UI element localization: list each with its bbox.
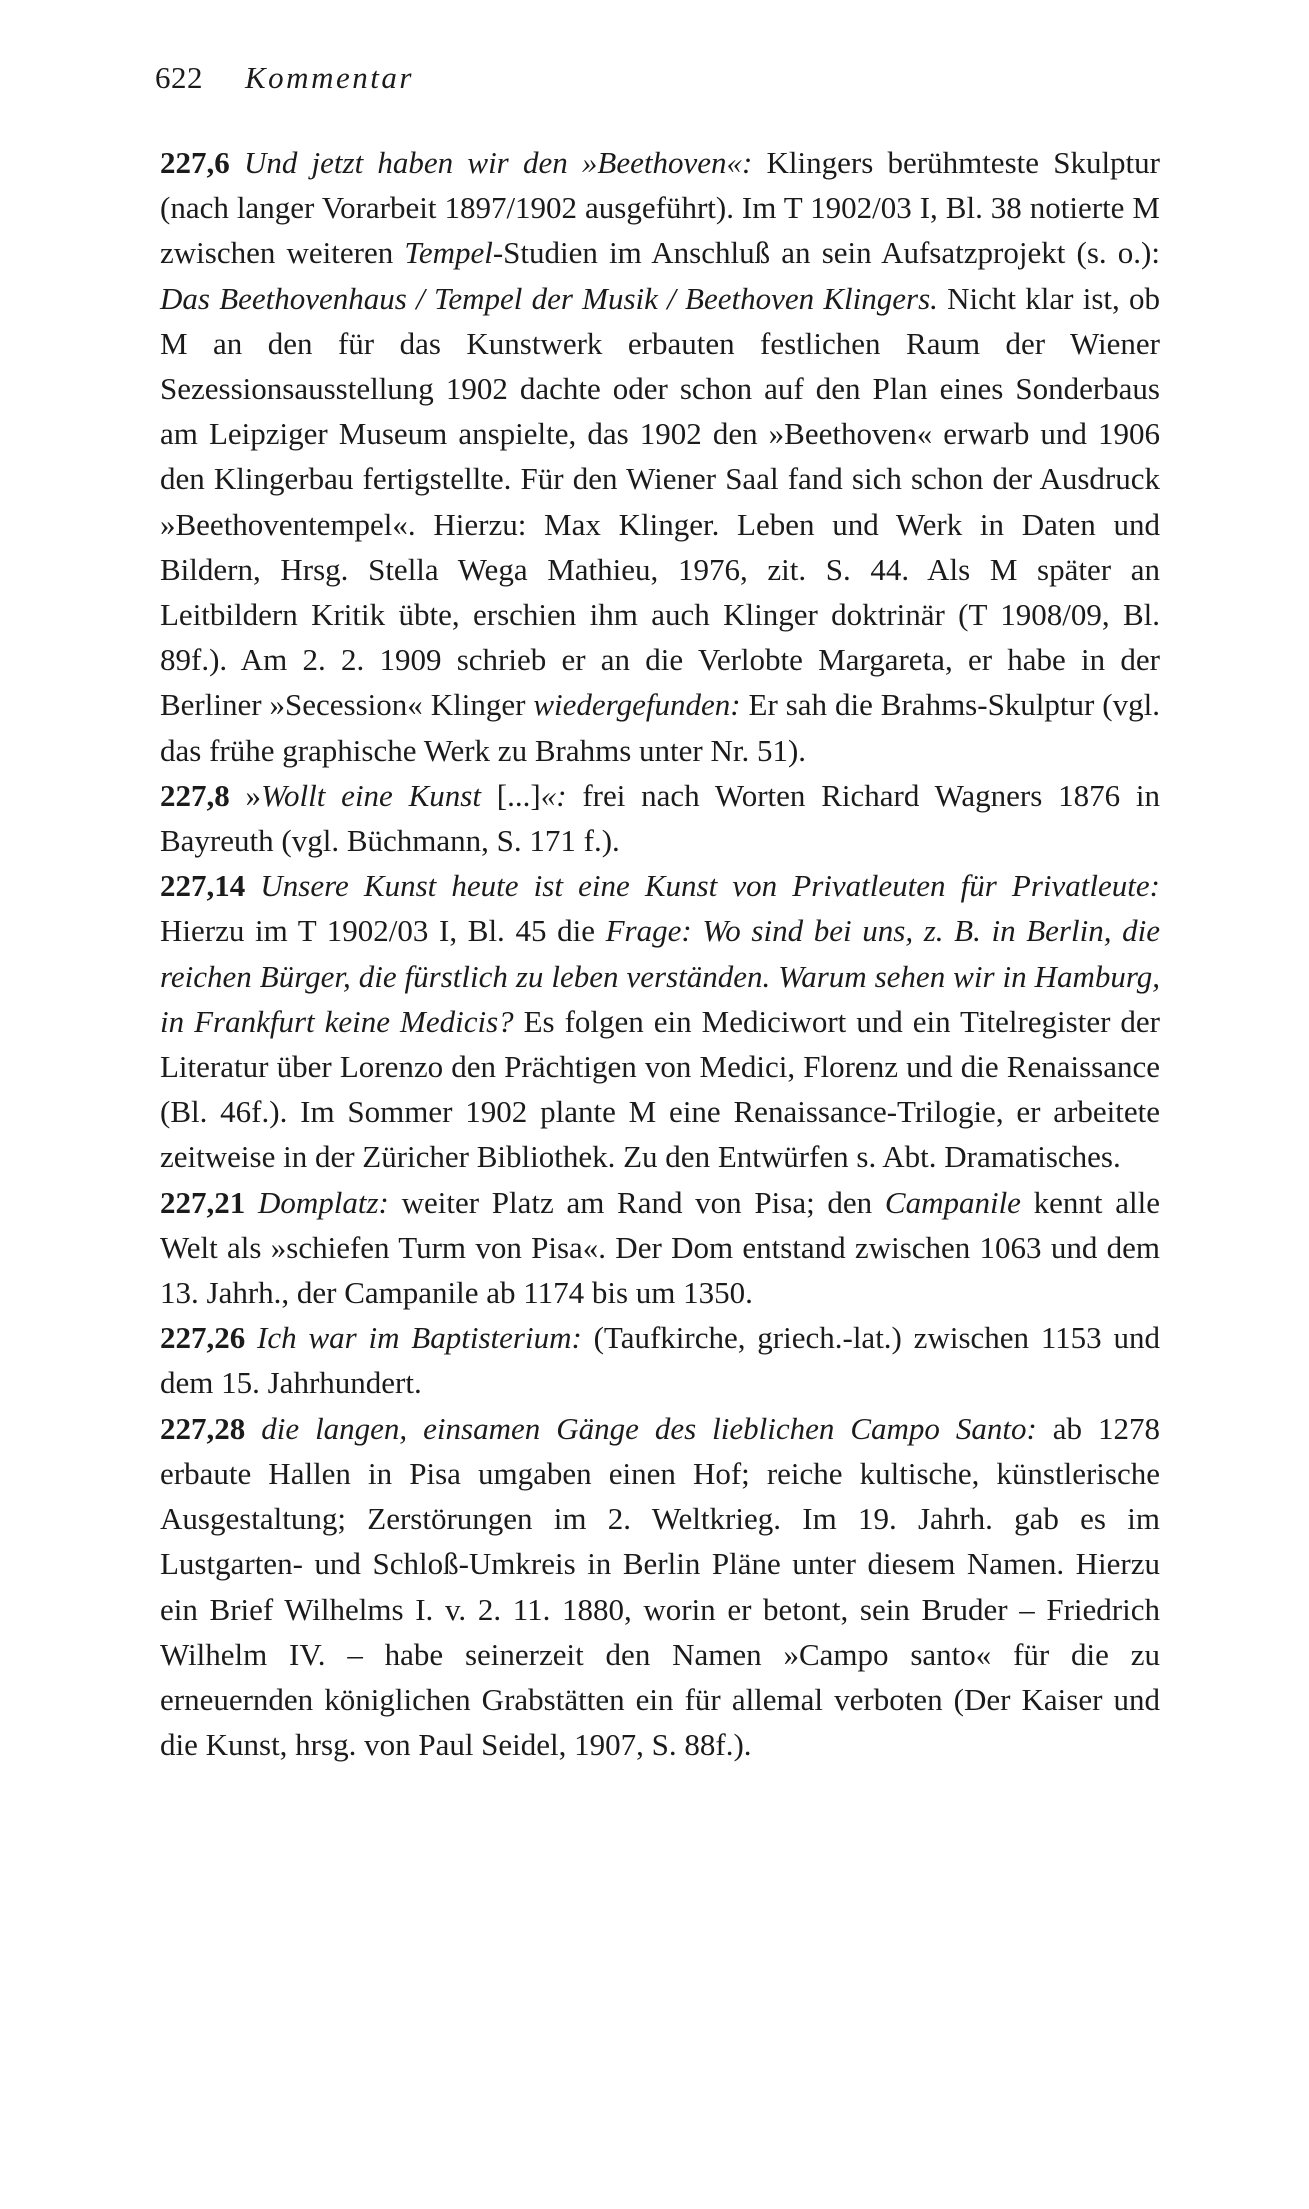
commentary-text: (Taufkirche, griech.-lat.) zwischen 1153 und dem 15. Jahrhundert.	[160, 1320, 1160, 1401]
line-reference: 227,28	[160, 1410, 246, 1446]
line-reference: 227,8	[160, 777, 230, 813]
page-number: 622	[155, 60, 203, 95]
commentary-text: Hierzu im T 1902/03 I, Bl. 45 die	[160, 913, 606, 949]
commentary-text: Er sah die Brahms-Skulptur (vgl. das frühe graphische Werk zu Brahms unter Nr. 51).	[160, 687, 1160, 768]
commentary-entry	[160, 1315, 1160, 1405]
commentary-body	[160, 140, 1160, 1767]
commentary-text: -Studien im Anschluß an sein Aufsatzprojekt (s. o.):	[492, 235, 1160, 271]
commentary-text: Klingers berühmteste Skulptur (nach langer Vorarbeit 1897/1902 ausgeführt). Im T 1902/03 I, Bl. 38 notierte M zwischen weiteren	[160, 145, 1160, 271]
lemma: Und jetzt haben wir den »Beethoven«:	[243, 145, 753, 180]
line-reference: 227,14	[160, 868, 246, 904]
commentary-entry	[160, 773, 1160, 863]
lemma: Ich war im Baptisterium:	[245, 1320, 582, 1356]
line-reference: 227,26	[160, 1320, 246, 1356]
commentary-text: kennt alle Welt als »schiefen Turm von Pisa«. Der Dom entstand zwischen 1063 und dem 13. Jahrh., der Campanile ab 1174 bis um 1350.	[160, 1184, 1161, 1311]
commentary-text: Es folgen ein Mediciwort und ein Titelregister der Literatur über Lorenzo den Prächtigen von Medici, Florenz und die Renaissance (Bl. 46f.). Im Sommer 1902 plante M eine Renaissance-Trilogie, er arbeitete zeitweise in der Züricher Bibliothek. Zu den Entwürfen s. Abt. Dramatisches.	[160, 1003, 1160, 1175]
commentary-entry	[160, 1180, 1160, 1316]
lemma: die langen, einsamen Gänge des lieblichen Campo Santo:	[245, 1410, 1037, 1446]
lemma: Unsere Kunst heute ist eine Kunst von Privatleuten für Privatleute:	[245, 868, 1160, 904]
commentary-text: Nicht klar ist, ob M an den für das Kunstwerk erbauten festlichen Raum der Wiener Sezessionsausstellung 1902 dachte oder schon auf den Plan eines Sonderbaus am Leipziger Museum anspielte, das 1902 den »Beethoven« erwarb und 1906 den Klingerbau fertigstellte. Für den Wiener Saal fand sich schon der Ausdruck »Beethoventempel«. Hierzu: Max Klinger. Leben und Werk in Daten und Bildern, Hrsg. Stella Wega Mathieu, 1976, zit. S. 44. Als M später an Leitbildern Kritik übte, erschien ihm auch Klinger doktrinär (T 1908/09, Bl. 89f.). Am 2. 2. 1909 schrieb er an die Verlobte Margareta, er habe in der Berliner »Secession« Klinger	[160, 280, 1161, 723]
lemma: Wollt eine Kunst	[261, 777, 481, 813]
commentary-text: [...]	[480, 777, 541, 813]
commentary-entry	[160, 1406, 1160, 1768]
emphasis: wiedergefunden:	[533, 687, 741, 723]
emphasis: Tempel	[404, 235, 493, 271]
emphasis: Campanile	[884, 1184, 1021, 1220]
line-reference: 227,21	[160, 1184, 246, 1220]
quoted-title: Das Beethovenhaus / Tempel der Musik / Beethoven Klingers.	[160, 280, 938, 316]
running-head	[155, 60, 414, 96]
commentary-text: »	[229, 777, 262, 813]
commentary-text: ab 1278 erbaute Hallen in Pisa umgaben einen Hof; reiche kultische, künstlerische Ausgestaltung; Zerstörungen im 2. Weltkrieg. Im 19. Jahrh. gab es im Lustgarten- und Schloß-Umkreis in Berlin Pläne unter diesem Namen. Hierzu ein Brief Wilhelms I. v. 2. 11. 1880, worin er betont, sein Bruder – Friedrich Wilhelm IV. – habe seinerzeit den Namen »Campo santo« für die zu erneuernden königlichen Grabstätten ein für allemal verboten (Der Kaiser und die Kunst, hrsg. von Paul Seidel, 1907, S. 88f.).	[160, 1410, 1160, 1763]
commentary-text: frei nach Worten Richard Wagners 1876 in Bayreuth (vgl. Büchmann, S. 171 f.).	[160, 777, 1160, 859]
commentary-text: weiter Platz am Rand von Pisa; den	[388, 1184, 885, 1220]
commentary-entry	[160, 863, 1160, 1179]
lemma: «:	[540, 777, 567, 813]
section-title: Kommentar	[245, 60, 414, 95]
lemma: Domplatz:	[245, 1184, 389, 1220]
quotation: Frage: Wo sind bei uns, z. B. in Berlin, die reichen Bürger, die fürstlich zu leben verständen. Warum sehen wir in Hamburg, in Frankfurt keine Medicis?	[160, 913, 1160, 1039]
commentary-entry	[160, 140, 1160, 773]
line-reference: 227,6	[160, 145, 230, 180]
